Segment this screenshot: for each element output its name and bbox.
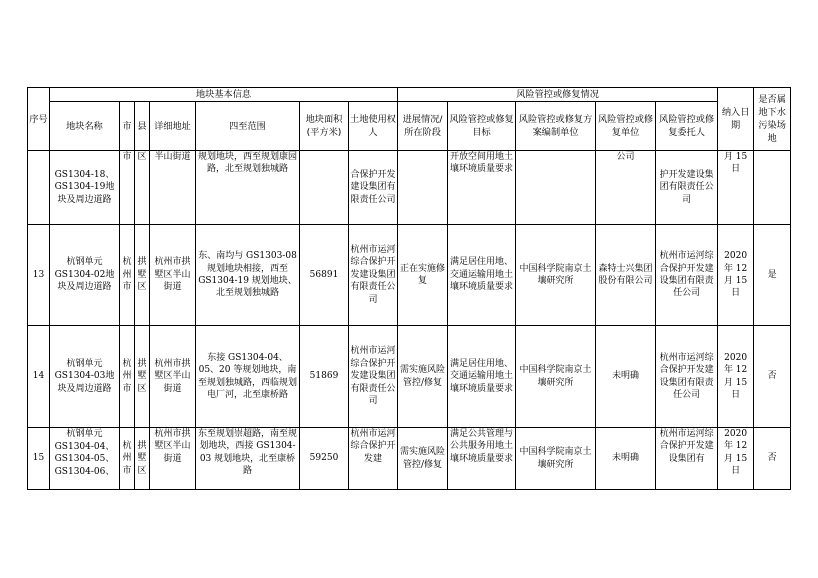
cell-target: 开放空间用地土壤环境质量要求	[448, 151, 516, 225]
cell-work-unit: 未明确	[596, 428, 656, 490]
header-stage: 进展情况/所在阶段	[398, 102, 448, 151]
cell-address: 杭州市拱墅区半山街道	[150, 326, 196, 428]
cell-date: 月 15 日	[718, 151, 754, 225]
cell-work-unit: 森特士兴集团股份有限公司	[596, 225, 656, 326]
cell-plan-unit: 中国科学院南京土壤研究所	[516, 326, 596, 428]
cell-area: 51869	[300, 326, 349, 428]
cell-stage: 需实施风险管控/修复	[398, 428, 448, 490]
cell-stage: 需实施风险管控/修复	[398, 326, 448, 428]
cell-city: 市	[120, 151, 135, 225]
cell-work-unit: 公司	[596, 151, 656, 225]
table-row	[28, 151, 791, 225]
cell-city: 杭州市	[120, 326, 135, 428]
header-area: 地块面积(平方米)	[300, 102, 349, 151]
table-row	[28, 326, 791, 428]
cell-area: 56891	[300, 225, 349, 326]
cell-groundwater: 是	[754, 225, 791, 326]
cell-name: 杭钢单元GS1304-02地块及周边道路	[50, 225, 120, 326]
header-client: 风险管控或修复委托人	[656, 102, 718, 151]
header-target: 风险管控或修复目标	[448, 102, 516, 151]
cell-address: 半山街道	[150, 151, 196, 225]
header-group-remediation: 风险管控或修复情况	[398, 88, 718, 102]
remediation-table	[27, 87, 791, 490]
header-city: 市	[120, 102, 135, 151]
cell-seq: 13	[28, 225, 50, 326]
cell-stage	[398, 151, 448, 225]
cell-boundary: 东接 GS1304-04、05、20 等规划地块，南至规划独城路，西临规划电厂河，北至康桥路	[196, 326, 300, 428]
cell-groundwater: 否	[754, 428, 791, 490]
cell-client: 杭州市运河综合保护开发建设集团有限责任公司	[656, 225, 718, 326]
header-date: 纳入日期	[718, 88, 754, 151]
cell-address: 杭州市拱墅区半山街道	[150, 225, 196, 326]
cell-owner: 杭州市运河综合保护开发建设集团有限责任公司	[349, 326, 398, 428]
cell-boundary: 规划地块，西至规划康园路，北至规划独城路	[196, 151, 300, 225]
cell-plan-unit: 中国科学院南京土壤研究所	[516, 428, 596, 490]
cell-owner: 合保护开发建设集团有限责任公司	[349, 151, 398, 225]
cell-date: 2020 年 12 月 15 日	[718, 225, 754, 326]
cell-client: 护开发建设集团有限责任公司	[656, 151, 718, 225]
cell-target: 满足居住用地、交通运输用地土壤环境质量要求	[448, 326, 516, 428]
cell-work-unit: 未明确	[596, 326, 656, 428]
header-address: 详细地址	[150, 102, 196, 151]
header-name: 地块名称	[50, 102, 120, 151]
cell-county: 区	[135, 151, 150, 225]
table-row	[28, 428, 791, 490]
cell-city: 杭州市	[120, 428, 135, 490]
cell-owner: 杭州市运河综合保护开发建设集团有限责任公司	[349, 225, 398, 326]
header-groundwater: 是否属地下水污染场地	[754, 88, 791, 151]
cell-county: 拱墅区	[135, 428, 150, 490]
remediation-table-sheet	[27, 87, 791, 490]
cell-date: 2020 年 12 月 15 日	[718, 428, 754, 490]
cell-boundary: 东、南均与 GS1303-08 规划地块相接，西至 GS1304-19 规划地块、北至规划独城路	[196, 225, 300, 326]
cell-stage: 正在实施修复	[398, 225, 448, 326]
cell-seq: 15	[28, 428, 50, 490]
cell-target: 满足公共管理与公共服务用地土壤环境质量要求	[448, 428, 516, 490]
cell-target: 满足居住用地、交通运输用地土壤环境质量要求	[448, 225, 516, 326]
cell-owner: 杭州市运河综合保护开发建	[349, 428, 398, 490]
cell-address: 杭州市拱墅区半山街道	[150, 428, 196, 490]
cell-county: 拱墅区	[135, 225, 150, 326]
table-row	[28, 225, 791, 326]
header-plan-unit: 风险管控或修复方案编制单位	[516, 102, 596, 151]
header-group-basic-info: 地块基本信息	[50, 88, 398, 102]
cell-groundwater: 否	[754, 326, 791, 428]
header-work-unit: 风险管控或修复单位	[596, 102, 656, 151]
cell-client: 杭州市运河综合保护开发建设集团有限责任公司	[656, 326, 718, 428]
cell-county: 拱墅区	[135, 326, 150, 428]
cell-seq	[28, 151, 50, 225]
cell-seq: 14	[28, 326, 50, 428]
cell-name: 杭钢单元GS1304-04、GS1304-05、GS1304-06、	[50, 428, 120, 490]
cell-area	[300, 151, 349, 225]
header-seq: 序号	[28, 88, 50, 151]
header-owner: 土地使用权人	[349, 102, 398, 151]
cell-plan-unit: 中国科学院南京土壤研究所	[516, 225, 596, 326]
cell-name: GS1304-18、GS1304-19地块及周边道路	[50, 151, 120, 225]
header-county: 县	[135, 102, 150, 151]
cell-date: 2020 年 12 月 15 日	[718, 326, 754, 428]
cell-name: 杭钢单元GS1304-03地块及周边道路	[50, 326, 120, 428]
cell-boundary: 东至规划崇超路，南至规划地块，西接 GS1304-03 规划地块，北至康桥路	[196, 428, 300, 490]
cell-plan-unit	[516, 151, 596, 225]
cell-groundwater	[754, 151, 791, 225]
cell-area: 59250	[300, 428, 349, 490]
header-boundary: 四至范围	[196, 102, 300, 151]
cell-city: 杭州市	[120, 225, 135, 326]
cell-client: 杭州市运河综合保护开发建设集团有	[656, 428, 718, 490]
